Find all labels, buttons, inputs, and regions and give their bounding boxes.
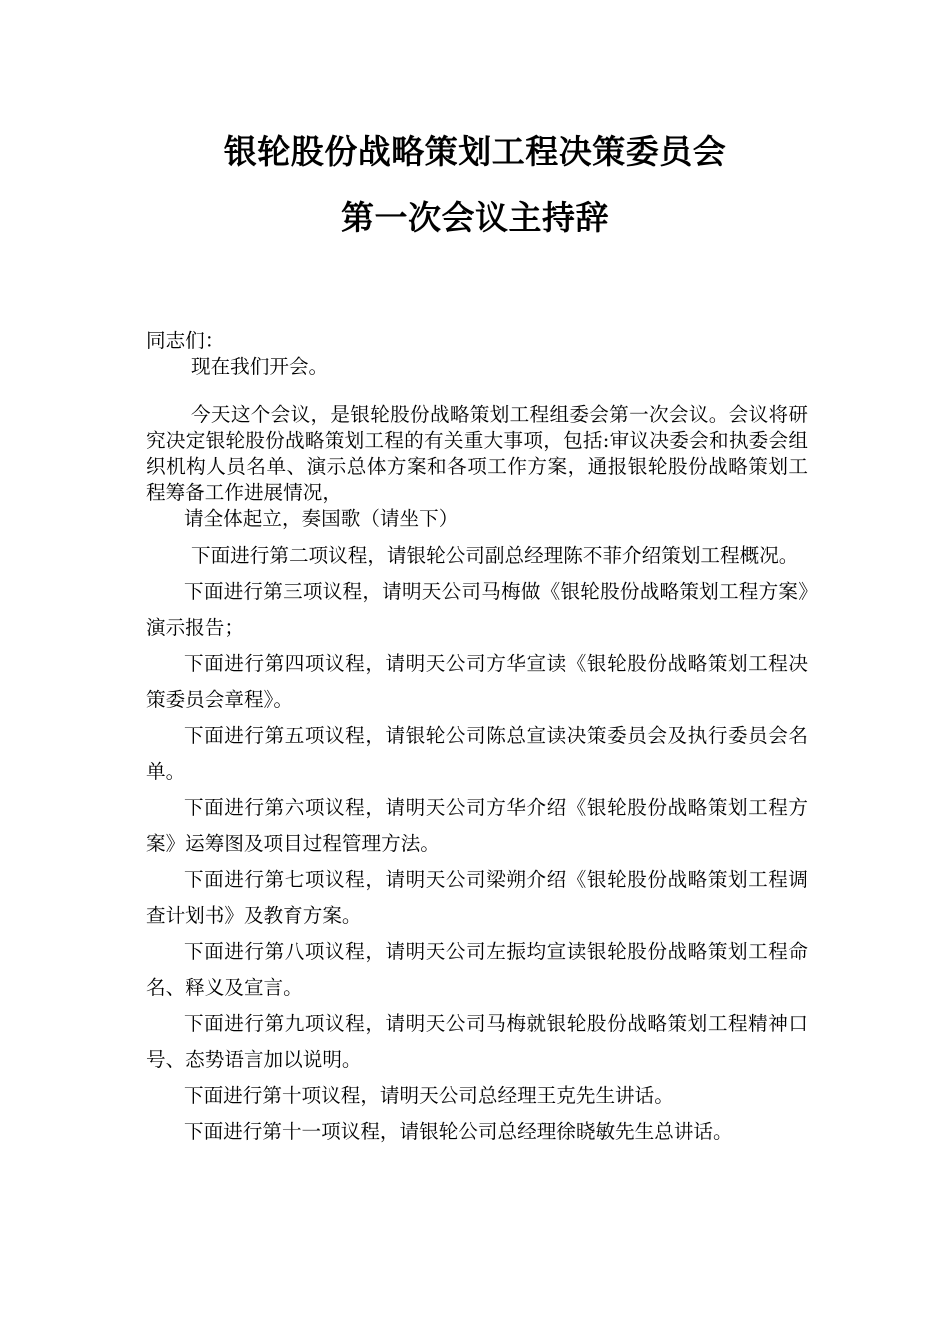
salutation: 同志们： [146, 329, 225, 352]
paragraph-national-anthem: 请全体起立，奏国歌（请坐下） [184, 507, 459, 530]
paragraph-agenda-2: 下面进行第二项议程，请银轮公司副总经理陈不菲介绍策划工程概况。 [191, 544, 799, 567]
paragraph-agenda-11: 下面进行第十一项议程，请银轮公司总经理徐晓敏先生总讲话。 [184, 1120, 733, 1143]
document-title-line-1: 银轮股份战略策划工程决策委员会 [223, 132, 727, 171]
paragraph-agenda-3: 下面进行第三项议程，请明天公司马梅做《银轮股份战略策划工程方案》演示报告； [146, 580, 808, 639]
paragraph-agenda-4: 下面进行第四项议程，请明天公司方华宣读《银轮股份战略策划工程决策委员会章程》。 [146, 652, 808, 711]
document-title-line-2: 第一次会议主持辞 [341, 198, 609, 237]
paragraph-agenda-10: 下面进行第十项议程，请明天公司总经理王克先生讲话。 [184, 1084, 674, 1107]
document-body [146, 328, 808, 1150]
paragraph-agenda-6: 下面进行第六项议程，请明天公司方华介绍《银轮股份战略策划工程方案》运筹图及项目过程管理方法。 [146, 796, 808, 855]
paragraph-agenda-9: 下面进行第九项议程，请明天公司马梅就银轮股份战略策划工程精神口号、态势语言加以说明。 [146, 1012, 808, 1071]
paragraph-agenda-7: 下面进行第七项议程，请明天公司梁朔介绍《银轮股份战略策划工程调查计划书》及教育方案。 [146, 868, 808, 927]
paragraph-meeting-purpose: 今天这个会议，是银轮股份战略策划工程组委会第一次会议。会议将研究决定银轮股份战略策划工程的有关重大事项，包括:审议决委会和执委会组织机构人员名单、演示总体方案和各项工作方案，通报银轮股份战略策划工程筹备工作进展情况， [146, 403, 808, 504]
paragraph-agenda-8: 下面进行第八项议程，请明天公司左振均宣读银轮股份战略策划工程命名、释义及宣言。 [146, 940, 808, 999]
paragraph-agenda-5: 下面进行第五项议程，请银轮公司陈总宣读决策委员会及执行委员会名单。 [146, 724, 808, 783]
paragraph-open-meeting: 现在我们开会。 [191, 355, 329, 378]
